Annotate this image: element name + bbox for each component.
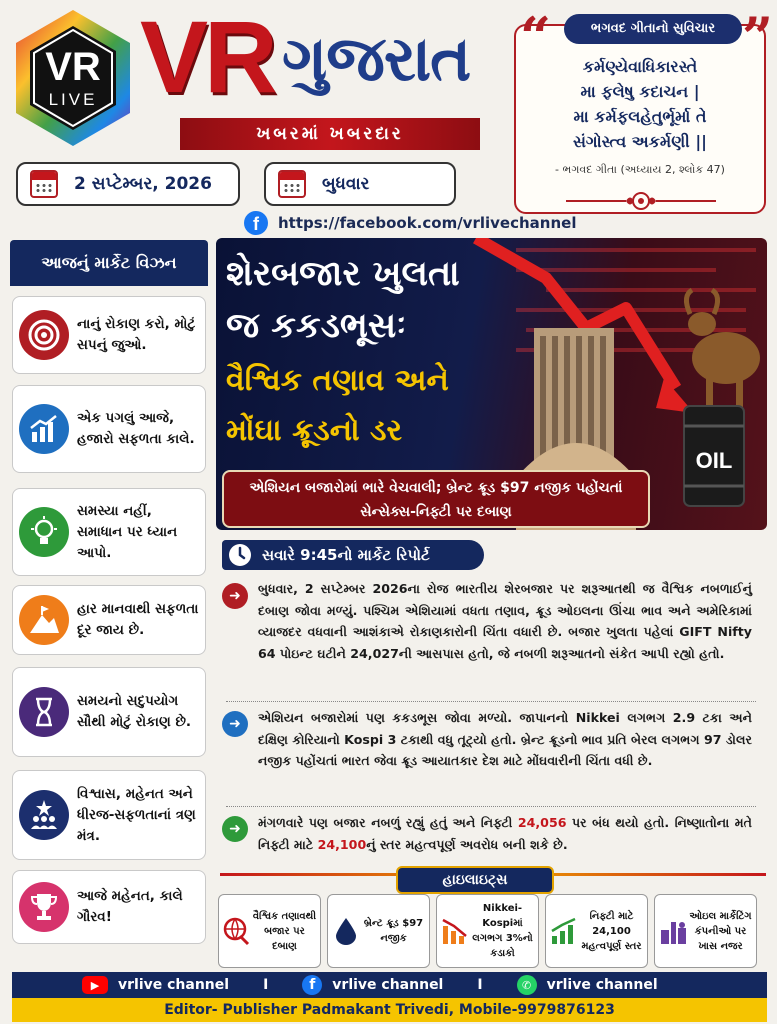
whatsapp-icon: ✆ [517,975,537,995]
gita-line: સંગોસ્ત્વ અકર્મણી || [572,132,708,151]
report-paragraph: એશિયન બજારોમાં પણ કકડભૂસ જોવા મળ્યો. જાપાનનો Nikkei લગભગ 2.9 ટકા અને દક્ષિણ કોરિયાનો Kospi 3 ટકાથી વધુ તૂટ્યો હતો. બ્રેન્ટ ક્રૂડનો ભાવ પ્રતિ બેરલ લગભગ 97 ડોલર નજીક પહોંચતાં ભારત જેવા ક્રૂડ આયાતકાર દેશ માટે મોંઘવારીની ચિંતા વધી છે. [258,710,752,768]
arrow-right-icon: ➜ [222,711,248,737]
highlight-card [545,894,648,968]
market-vision-card [12,667,206,757]
gita-line: કર્મણ્યેવાધિકારસ્તે [582,57,698,76]
separator: I [477,977,483,993]
report-paragraph: બુધવાર, 2 સપ્ટેમ્બર 2026ના રોજ ભારતીય શેરબજાર પર શરૂઆતથી જ વૈશ્વિક નબળાઈનું દબાણ જોવા મળ્યું. પશ્ચિમ એશિયામાં વધતા તણાવ, ક્રૂડ ઓઇલના ઊંચા ભાવ અને અમેરિકામાં વ્યાજદર વધવાની આશંકાએ રોકાણકારોની ચિંતા વધારી છે. બજાર ખુલતા પહેલાં GIFT Nifty 64 પોઇન્ટ ઘટીને 24,027ની આસપાસ હતો, જે નબળી શરૂઆતનો સંકેત આપી રહ્યો હતો. [258,581,752,661]
facebook-footer-link[interactable] [302,975,443,995]
market-vision-text: નાનું રોકાણ કરો, મોટું સપનું જુઓ. [77,316,196,353]
calendar-icon [30,170,58,198]
quote-open-icon: “ [520,5,552,69]
market-vision-text: વિશ્વાસ, મહેનત અને ધીરજ-સફળતાનાં ત્રણ મંત્ર. [77,785,196,844]
gita-line: મા ફલેષુ કદાચન | [580,82,700,101]
highlights-title: હાઇલાઇટ્સ [396,866,554,894]
gita-verse [520,54,760,154]
editor-credit: Editor- Publisher Padmakant Trivedi, Mobile-9979876123 [12,998,767,1022]
divider [226,701,756,702]
highlight-card [327,894,430,968]
day-box [264,162,456,206]
highlight-card [654,894,757,968]
market-vision-card [12,296,206,374]
oil-label: OIL [695,448,733,473]
text: મંગળવારે પણ બજાર નબળું રહ્યું હતું અને નિફ્ટી [258,815,518,830]
divider [226,806,756,807]
day-text: બુધવાર [322,174,370,194]
report-title: સવારે 9:45નો માર્કેટ રિપોર્ટ [222,540,484,570]
report-paragraph [258,812,752,855]
nifty-close-value: 24,056 [517,815,567,830]
nifty-resistance-value: 24,100 [317,836,367,852]
market-vision-text: હાર માનવાથી સફળતા દૂર જાય છે. [77,601,199,638]
team-star-icon [19,790,69,840]
tagline: ખબરમાં ખબરદાર [180,118,480,150]
mountain-flag-icon [19,595,69,645]
lightbulb-icon [19,507,69,557]
youtube-icon: ▶ [82,976,108,994]
market-vision-text: એક પગલું આજે, હજારો સફળતા કાલે. [77,410,195,447]
quote-close-icon: ” [742,5,774,69]
hero-strapline: એશિયન બજારોમાં ભારે વેચવાલી; બ્રેન્ટ ક્રૂડ $97 નજીક પહોંચતાં સેન્સેક્સ-નિફ્ટી પર દબાણ [222,470,650,528]
highlight-card [218,894,321,968]
ornament-icon [566,190,716,212]
clock-icon [228,543,252,567]
market-vision-text: સમયનો સદુપયોગ સૌથી મોટું રોકાણ છે. [77,693,192,730]
date-box [16,162,240,206]
whatsapp-link[interactable] [517,975,658,995]
market-vision-card [12,585,206,655]
highlight-card [436,894,539,968]
market-vision-card [12,870,206,944]
arrow-right-icon: ➜ [222,816,248,842]
market-vision-text: સમસ્યા નહીં, સમાધાન પર ધ્યાન આપો. [77,502,178,561]
target-icon [19,310,69,360]
rising-bars-icon [549,911,579,951]
highlight-text: બ્રેન્ટ ક્રૂડ $97 નજીક [363,918,424,944]
logo-vr-text: VR [45,45,101,89]
market-vision-card [12,385,206,473]
oil-drop-icon [331,911,361,951]
facebook-handle[interactable]: vrlive channel [332,977,444,993]
subheadline-line: મોંઘા ક્રૂડનો ડર [226,413,402,448]
social-footer [12,972,767,998]
headline-line: જ કકડભૂસઃ [226,306,407,346]
gita-source: - ભગવદ ગીતા (અધ્યાય 2, શ્લોક 47) [555,163,725,176]
separator: I [263,977,269,993]
facebook-url[interactable]: https://facebook.com/vrlivechannel [278,214,577,232]
youtube-handle[interactable]: vrlive channel [118,977,230,993]
youtube-link[interactable] [82,976,229,994]
growth-chart-icon [19,404,69,454]
gita-title: ભગવદ ગીતાનો સુવિચાર [564,14,742,44]
arrow-right-icon: ➜ [222,583,248,609]
falling-bars-icon [440,911,470,951]
hero-subheadline [226,356,526,456]
highlight-text: ઓઇલ માર્કેટિંગ કંપનીઓ પર ખાસ નજર [689,910,752,952]
highlight-text: વૈશ્વિક તણાવથી બજાર પર દબાણ [252,910,317,952]
market-vision-title: આજનું માર્કેટ વિઝન [10,240,208,286]
headline-line: શેરબજાર ખુલતા [226,254,460,294]
brand-vr: VR [140,0,274,114]
logo-live-text: LIVE [48,90,98,109]
subheadline-line: વૈશ્વિક તણાવ અને [226,363,449,398]
calendar-icon [278,170,306,198]
whatsapp-handle[interactable]: vrlive channel [546,977,658,993]
text: નું સ્તર મહત્વપૂર્ણ અવરોધ બની શકે છે. [366,836,568,852]
market-vision-card [12,770,206,860]
facebook-icon: f [244,211,268,235]
gita-line: મા કર્મફલહેતુર્ભૂર્મા તે [573,107,707,126]
bull-statue-icon [686,290,760,408]
market-vision-card [12,488,206,576]
facebook-icon: f [302,975,322,995]
refinery-icon [658,911,688,951]
market-vision-text: આજે મહેનત, કાલે ગૌરવ! [77,888,183,925]
text: પર બંધ થયો હતો. નિષ્ણાતોના મતે નિફ્ટી માટે [258,815,752,852]
date-text: 2 સપ્ટેમ્બર, 2026 [74,174,212,194]
hourglass-icon [19,687,69,737]
trophy-icon [19,882,69,932]
hero-headline [226,248,526,352]
globe-down-icon [222,911,252,951]
highlight-text: નિફ્ટી માટે 24,100 મહત્વપૂર્ણ સ્તર [581,910,642,952]
highlight-text: Nikkei-Kospiમાં લગભગ 3%નો કડાકો [472,903,533,959]
brand-gujarat: ગુજરાત [282,22,471,95]
